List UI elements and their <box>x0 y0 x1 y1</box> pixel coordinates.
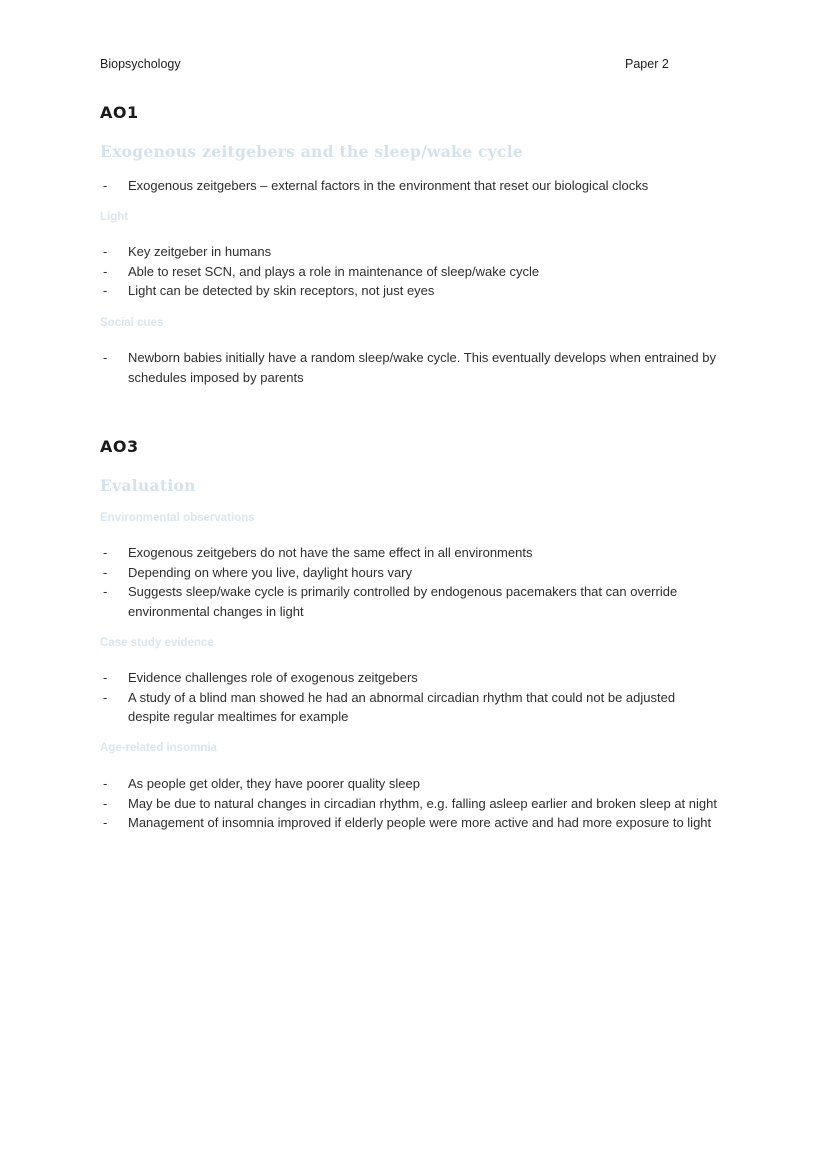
ao1-title: Exogenous zeitgebers and the sleep/wake cycle <box>100 142 524 161</box>
environmental-heading: Environmental observations <box>100 512 255 524</box>
list-item: - A study of a blind man showed he had an abnormal circadian rhythm that could not be adjusted despite regular mealtimes for example <box>103 689 676 724</box>
list-item: - Able to reset SCN, and plays a role in maintenance of sleep/wake cycle <box>103 263 540 279</box>
social-cues-list <box>100 348 720 387</box>
list-item: - Exogenous zeitgebers – external factors in the environment that reset our biological clocks <box>103 178 649 193</box>
ao1-intro-list <box>100 176 720 196</box>
header-paper: Paper 2 <box>625 57 669 71</box>
case-study-list <box>100 668 720 727</box>
list-item: - Management of insomnia improved if elderly people were more active and had more exposure to light <box>103 815 712 830</box>
social-cues-heading: Social cues <box>100 317 164 329</box>
list-item: - Light can be detected by skin receptors, not just eyes <box>103 283 435 298</box>
list-item: - May be due to natural changes in circadian rhythm, e.g. falling asleep earlier and broken sleep at night <box>103 795 717 811</box>
list-item: - Exogenous zeitgebers do not have the same effect in all environments <box>103 545 533 560</box>
case-study-heading: Case study evidence <box>100 637 214 649</box>
ao1-label: AO1 <box>100 103 139 122</box>
ao3-label: AO3 <box>100 437 139 456</box>
list-item: - As people get older, they have poorer quality sleep <box>103 776 420 791</box>
header-subject: Biopsychology <box>100 57 181 71</box>
ao3-title: Evaluation <box>100 476 196 495</box>
light-heading: Light <box>100 211 129 223</box>
list-item: - Key zeitgeber in humans <box>103 244 272 259</box>
list-item: - Suggests sleep/wake cycle is primarily controlled by endogenous pacemakers that can override environmental changes in light <box>103 584 678 619</box>
light-list <box>100 242 720 301</box>
list-item: - Newborn babies initially have a random sleep/wake cycle. This eventually develops when entrained by schedules imposed by parents <box>103 350 716 385</box>
age-insomnia-list <box>100 774 720 833</box>
environmental-list <box>100 543 720 621</box>
age-insomnia-heading: Age-related insomnia <box>100 742 217 754</box>
list-item: - Depending on where you live, daylight hours vary <box>103 564 413 580</box>
list-item: - Evidence challenges role of exogenous zeitgebers <box>103 670 418 685</box>
